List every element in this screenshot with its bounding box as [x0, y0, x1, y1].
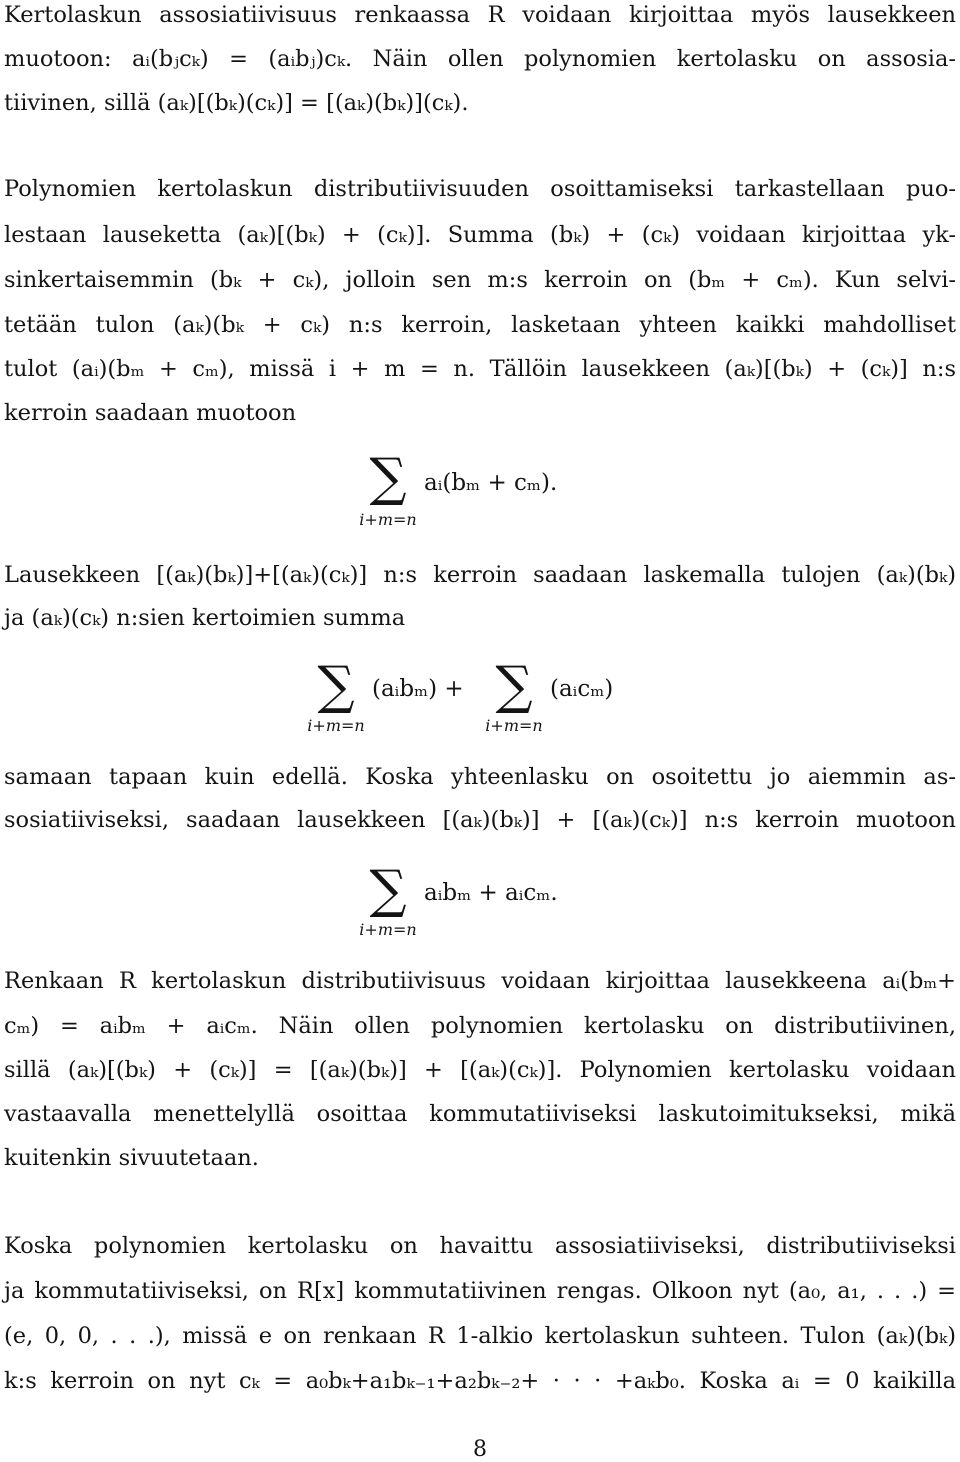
summation-index: i+m=n: [359, 510, 417, 529]
paragraph-3-line-1: Lausekkeen [(aₖ)(bₖ)]+[(aₖ)(cₖ)] n:s kerroin saadaan laskemalla tulojen (aₖ)(bₖ): [4, 562, 956, 588]
summation-sign: ∑: [369, 448, 407, 508]
paragraph-3-line-2: ja (aₖ)(cₖ) n:sien kertoimien summa: [4, 605, 406, 631]
paragraph-2-line-1: Polynomien kertolaskun distributiivisuuden osoittamiseksi tarkastellaan puo-: [4, 176, 956, 202]
paragraph-5-line-5: kuitenkin sivuutetaan.: [4, 1145, 259, 1171]
paragraph-5-line-1: Renkaan R kertolaskun distributiivisuus voidaan kirjoittaa lausekkeena aᵢ(bₘ+: [4, 968, 956, 994]
paragraph-1-line-1: Kertolaskun assosiatiivisuus renkaassa R voidaan kirjoittaa myös lausekkeen: [4, 2, 956, 28]
paragraph-5-line-2: cₘ) = aᵢbₘ + aᵢcₘ. Näin ollen polynomien kertolasku on distributiivinen,: [4, 1013, 956, 1039]
paragraph-6-line-2: ja kommutatiiviseksi, on R[x] kommutatiivinen rengas. Olkoon nyt (a₀, a₁, . . .) =: [4, 1278, 956, 1304]
paragraph-5-line-3: sillä (aₖ)[(bₖ) + (cₖ)] = [(aₖ)(bₖ)] + [(aₖ)(cₖ)]. Polynomien kertolasku voidaan: [4, 1057, 956, 1083]
paragraph-4-line-1: samaan tapaan kuin edellä. Koska yhteenlasku on osoitettu jo aiemmin as-: [4, 764, 956, 790]
summation-index-2: i+m=n: [485, 716, 543, 735]
paragraph-2-line-6: kerroin saadaan muotoon: [4, 400, 297, 426]
equation-body: aᵢ(bₘ + cₘ).: [424, 470, 558, 496]
paragraph-6-line-3: (e, 0, 0, . . .), missä e on renkaan R 1-alkio kertolaskun suhteen. Tulon (aₖ)(bₖ): [4, 1323, 956, 1349]
equation-body-2: (aᵢcₘ): [550, 676, 614, 702]
equation-body-1: (aᵢbₘ) +: [372, 676, 464, 702]
paragraph-6-line-4: k:s kerroin on nyt cₖ = a₀bₖ+a₁bₖ₋₁+a₂bₖ₋₂+ · · · +aₖb₀. Koska aᵢ = 0 kaikilla: [4, 1368, 956, 1394]
paragraph-2-line-5: tulot (aᵢ)(bₘ + cₘ), missä i + m = n. Tällöin lausekkeen (aₖ)[(bₖ) + (cₖ)] n:s: [4, 356, 956, 382]
equation-body: aᵢbₘ + aᵢcₘ.: [424, 880, 558, 906]
page-number: 8: [473, 1437, 487, 1462]
summation-index: i+m=n: [359, 920, 417, 939]
paragraph-5-line-4: vastaavalla menettelyllä osoittaa kommutatiiviseksi laskutoimitukseksi, mikä: [4, 1101, 956, 1127]
paragraph-4-line-2: sosiatiiviseksi, saadaan lausekkeen [(aₖ)(bₖ)] + [(aₖ)(cₖ)] n:s kerroin muotoon: [4, 807, 956, 833]
paragraph-1-line-3: tiivinen, sillä (aₖ)[(bₖ)(cₖ)] = [(aₖ)(bₖ)](cₖ).: [4, 90, 469, 116]
paragraph-6-line-1: Koska polynomien kertolasku on havaittu assosiatiiviseksi, distributiiviseksi: [4, 1233, 956, 1259]
paragraph-2-line-2: lestaan lauseketta (aₖ)[(bₖ) + (cₖ)]. Summa (bₖ) + (cₖ) voidaan kirjoittaa yk-: [4, 222, 956, 248]
paragraph-2-line-3: sinkertaisemmin (bₖ + cₖ), jolloin sen m:s kerroin on (bₘ + cₘ). Kun selvi-: [4, 267, 956, 293]
summation-sign-2: ∑: [495, 656, 533, 716]
summation-sign: ∑: [369, 860, 407, 920]
summation-index-1: i+m=n: [307, 716, 365, 735]
paragraph-2-line-4: tetään tulon (aₖ)(bₖ + cₖ) n:s kerroin, lasketaan yhteen kaikki mahdolliset: [4, 312, 956, 338]
summation-sign-1: ∑: [317, 656, 355, 716]
paragraph-1-line-2: muotoon: aᵢ(bⱼcₖ) = (aᵢbⱼ)cₖ. Näin ollen polynomien kertolasku on assosia-: [4, 46, 956, 72]
